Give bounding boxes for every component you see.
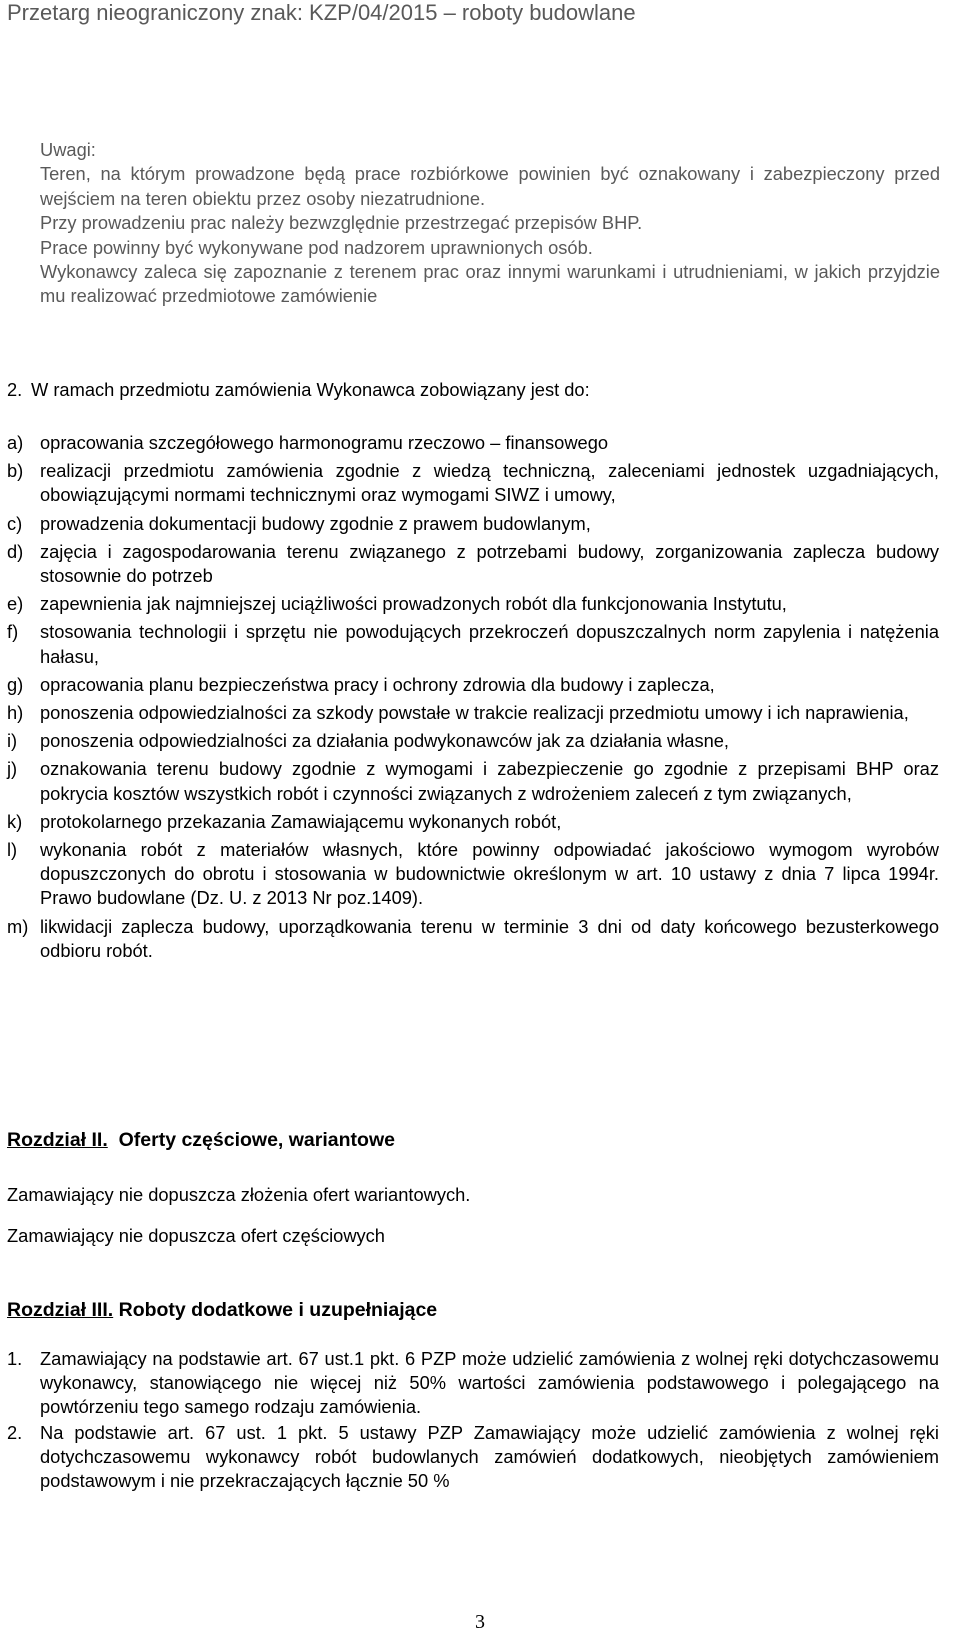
list-item-text: prowadzenia dokumentacji budowy zgodnie z prawem budowlanym, [40,512,591,534]
list-item-text: Na podstawie art. 67 ust. 1 pkt. 5 ustawy PZP Zamawiający może udzielić zamówienia z wolnej ręki dotychczasowemu wykonawcy robót budowlanych zamówień dodatkowych, nieobjętych zamówieniem podstawowym i nie przekraczających łącznie 50 % [40,1421,939,1492]
list-item [7,431,939,455]
list-item [7,673,939,697]
list-item-text: opracowania szczegółowego harmonogramu rzeczowo – finansowego [40,432,609,453]
list-marker: 1. [7,1348,23,1369]
list-item [7,1347,939,1420]
chapter-3-label: Rozdział III. [7,1299,114,1321]
list-item [7,459,939,507]
list-item-text: wykonania robót z materiałów własnych, które powinny odpowiadać jakościowo wymogom wyrobów dopuszczonych do obrotu i stosowania w budownictwie określonym w art. 10 ustawy z dnia 7 lipca 1994r. Prawo budowlane (Dz. U. z 2013 Nr poz.1409). [40,839,939,909]
chapter-3-list [7,1347,939,1494]
chapter-2-title: Oferty częściowe, wariantowe [118,1129,395,1151]
list-marker: c) [7,512,23,534]
list-marker: k) [7,810,23,832]
list-item-text: realizacji przedmiotu zamówienia zgodnie z wiedzą techniczną, zaleceniami jednostek uzgadniających, obowiązującymi normami technicznymi oraz wymogami SIWZ i umowy, [40,460,939,506]
list-item [7,701,939,725]
list-item [7,592,939,616]
list-marker: d) [7,540,24,562]
chapter-2-paragraph: Zamawiający nie dopuszcza złożenia ofert wariantowych. [7,1184,471,1205]
page-header: Przetarg nieograniczony znak: KZP/04/2015 – roboty budowlane [7,0,636,25]
list-item-text: stosowania technologii i sprzętu nie powodujących przekroczeń dopuszczalnych norm zapylenia i natężenia hałasu, [40,621,939,667]
list-item [7,915,939,963]
obligations-list [7,431,939,967]
notes-title: Uwagi: [40,139,96,160]
section-2-intro [7,378,937,402]
list-item [7,838,939,911]
list-marker: e) [7,593,24,615]
list-item [7,810,939,834]
list-marker: h) [7,702,24,724]
list-item [7,540,939,588]
list-item [7,757,939,805]
list-item-text: ponoszenia odpowiedzialności za działania podwykonawców jak za działania własne, [40,730,730,752]
section-2-intro-text: W ramach przedmiotu zamówienia Wykonawca zobowiązany jest do: [31,379,590,400]
list-item-text: Zamawiający na podstawie art. 67 ust.1 pkt. 6 PZP może udzielić zamówienia z wolnej ręki dotychczasowemu wykonawcy, stanowiącego nie więcej niż 50% wartości zamówienia podstawowego i polegającego na powtórzeniu tego samego rodzaju zamówienia. [40,1348,939,1418]
list-item [7,512,939,536]
page-number: 3 [475,1611,485,1633]
list-marker: 2. [7,1421,23,1443]
chapter-2-label: Rozdział II. [7,1129,108,1151]
chapter-3-heading [7,1298,437,1322]
list-item [7,620,939,668]
list-marker: l) [7,839,18,861]
list-item-text: opracowania planu bezpieczeństwa pracy i ochrony zdrowia dla budowy i zaplecza, [40,673,715,695]
section-2-number: 2. [7,379,23,400]
notes-line: Prace powinny być wykonywane pod nadzorem uprawnionych osób. [40,236,593,258]
list-item-text: ponoszenia odpowiedzialności za szkody powstałe w trakcie realizacji przedmiotu umowy i ich naprawienia, [40,702,909,724]
list-marker: i) [7,730,18,752]
list-item-text: protokolarnego przekazania Zamawiającemu wykonanych robót, [40,810,562,832]
list-marker: m) [7,915,29,937]
notes-line: Teren, na którym prowadzone będą prace rozbiórkowe powinien być oznakowany i zabezpieczony przed wejściem na teren obiektu przez osoby niezatrudnione. [40,163,940,209]
list-item-text: zajęcia i zagospodarowania terenu związanego z potrzebami budowy, zorganizowania zaplecza budowy stosownie do potrzeb [40,540,939,587]
list-marker: f) [7,621,19,643]
list-item [7,1421,939,1494]
list-marker: b) [7,460,24,482]
list-item-text: oznakowania terenu budowy zgodnie z wymogami i zabezpieczenie go zgodnie z przepisami BHP oraz pokrycia kosztów wszystkich robót i czynności związanych z wdrożeniem zaleceń z tym związanych, [40,758,939,804]
list-marker: g) [7,673,24,695]
list-item-text: zapewnienia jak najmniejszej uciążliwości prowadzonych robót dla funkcjonowania Instytutu, [40,593,787,615]
list-item [7,729,939,753]
notes-block [40,138,940,309]
list-item-text: likwidacji zaplecza budowy, uporządkowania terenu w terminie 3 dni od daty końcowego bezusterkowego odbioru robót. [40,915,939,961]
chapter-3-title: Roboty dodatkowe i uzupełniające [118,1299,438,1321]
chapter-2-paragraph: Zamawiający nie dopuszcza ofert częściowych [7,1225,385,1246]
chapter-2-heading [7,1128,395,1152]
notes-line: Przy prowadzeniu prac należy bezwzględnie przestrzegać przepisów BHP. [40,212,643,234]
notes-line: Wykonawcy zaleca się zapoznanie z terenem prac oraz innymi warunkami i utrudnieniami, w jakich przyjdzie mu realizować przedmiotowe zamówienie [40,261,940,307]
list-marker: a) [7,432,24,453]
list-marker: j) [7,758,18,780]
